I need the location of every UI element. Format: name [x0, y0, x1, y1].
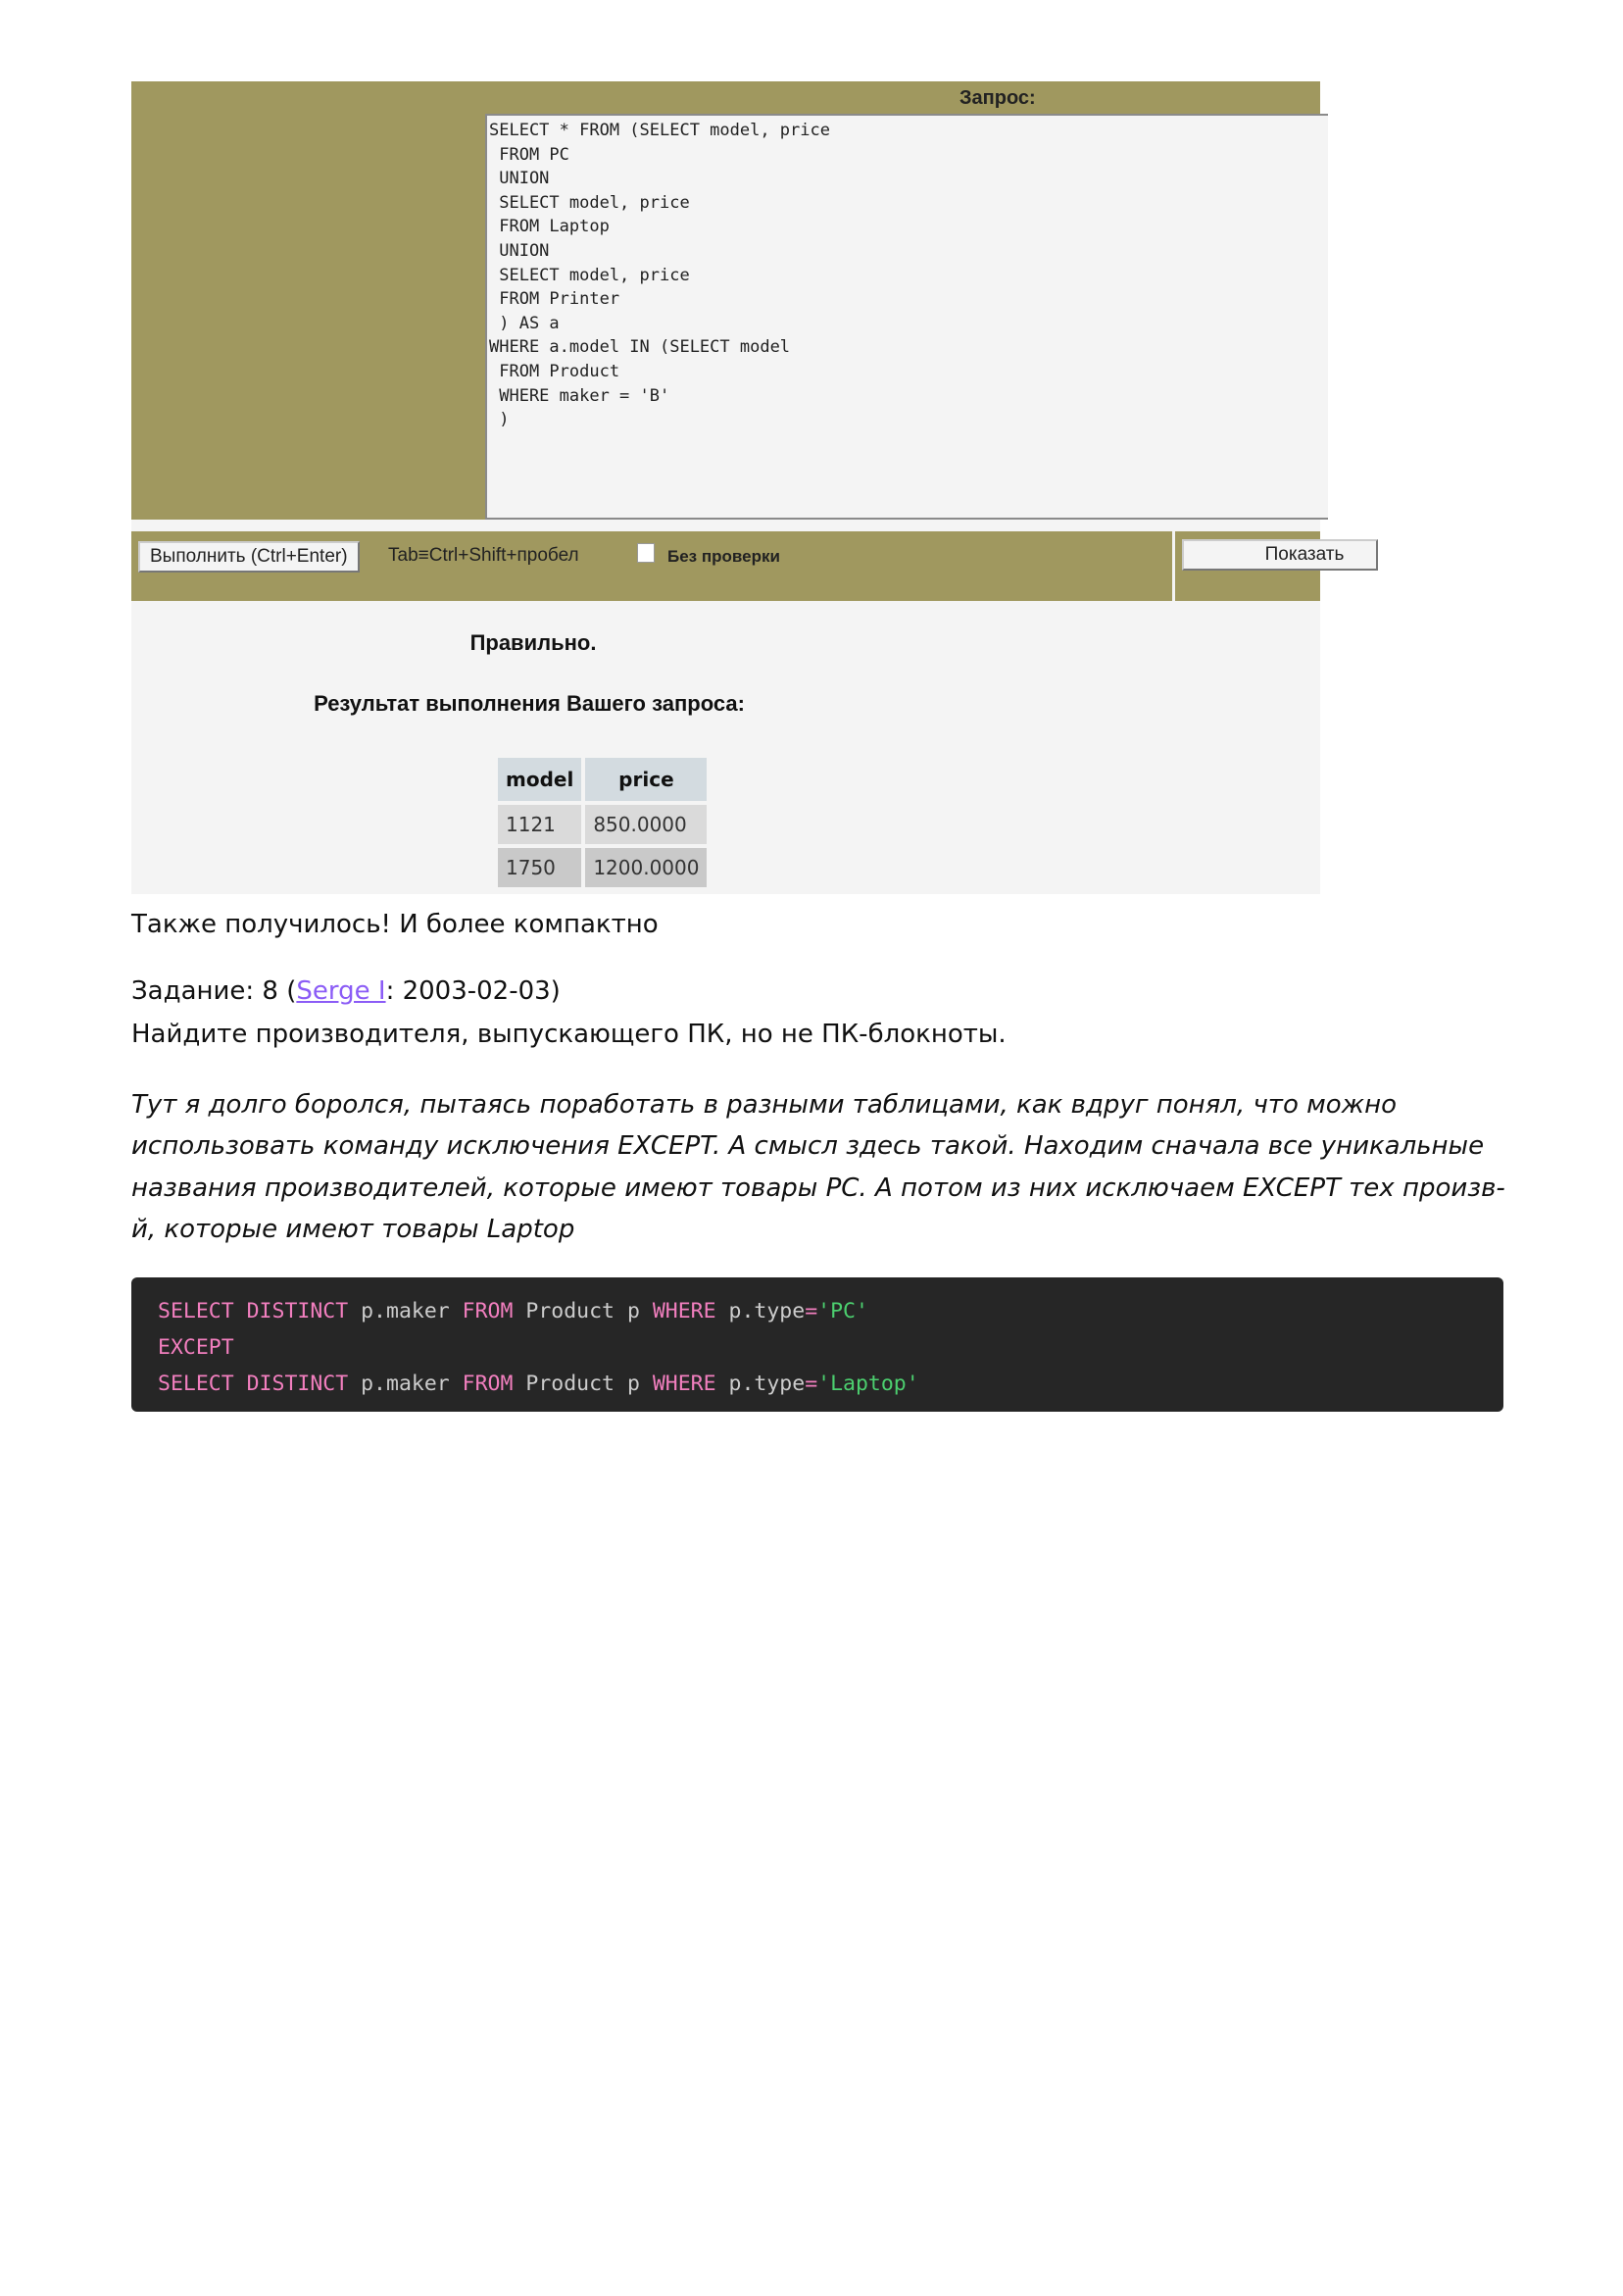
run-button[interactable]: Выполнить (Ctrl+Enter) — [138, 541, 360, 573]
status-correct: Правильно. — [469, 630, 597, 655]
cell-price: 1200.0000 — [585, 848, 707, 887]
col-price: price — [585, 758, 707, 801]
table-row — [498, 848, 707, 887]
no-check-label: Без проверки — [667, 547, 780, 566]
tab-hint: Tab≡Ctrl+Shift+пробел — [388, 545, 579, 566]
no-check-checkbox[interactable] — [637, 543, 655, 563]
cell-model: 1121 — [498, 805, 581, 844]
table-row — [498, 805, 707, 844]
col-model: model — [498, 758, 581, 801]
result-heading: Результат выполнения Вашего запроса: — [314, 691, 745, 716]
author-link[interactable]: Serge I — [296, 976, 386, 1006]
show-button[interactable]: Показать — [1182, 539, 1378, 571]
note-text: Также получилось! И более компактно — [131, 910, 659, 939]
cell-model: 1750 — [498, 848, 581, 887]
sql-editor[interactable]: SELECT * FROM (SELECT model, price FROM PC UNION SELECT model, price FROM Laptop UNION SELECT model, price FROM Printer ) AS a WHERE a.model IN (SELECT model FROM Product WHERE maker = 'B' ) — [485, 114, 1328, 520]
comment-paragraph: Тут я долго боролся, пытаясь поработать в разными таблицами, как вдруг понял, что можно использовать команду исключения EXCEPT. А смысл здесь такой. Находим сначала все уникальные названия производителей, которые имеют товары PC. А потом из них исключаем EXCEPT тех произв-й, которые имеют товары Laptop — [131, 1090, 1505, 1244]
query-title: Запрос: — [959, 87, 1036, 109]
query-screenshot — [131, 81, 1345, 894]
result-table — [494, 754, 711, 891]
code-block: SELECT DISTINCT p.maker FROM Product p WHERE p.type='PC' EXCEPT SELECT DISTINCT p.maker FROM Product p WHERE p.type='Laptop' — [131, 1277, 1503, 1412]
cell-price: 850.0000 — [585, 805, 707, 844]
toolbar-divider — [1172, 531, 1175, 601]
task-header — [131, 976, 561, 1006]
table-header — [498, 758, 707, 801]
task-date: : 2003-02-03) — [385, 976, 561, 1006]
task-text: Найдите производителя, выпускающего ПК, но не ПК-блокноты. — [131, 1020, 1007, 1049]
task-prefix: Задание: 8 ( — [131, 976, 297, 1006]
